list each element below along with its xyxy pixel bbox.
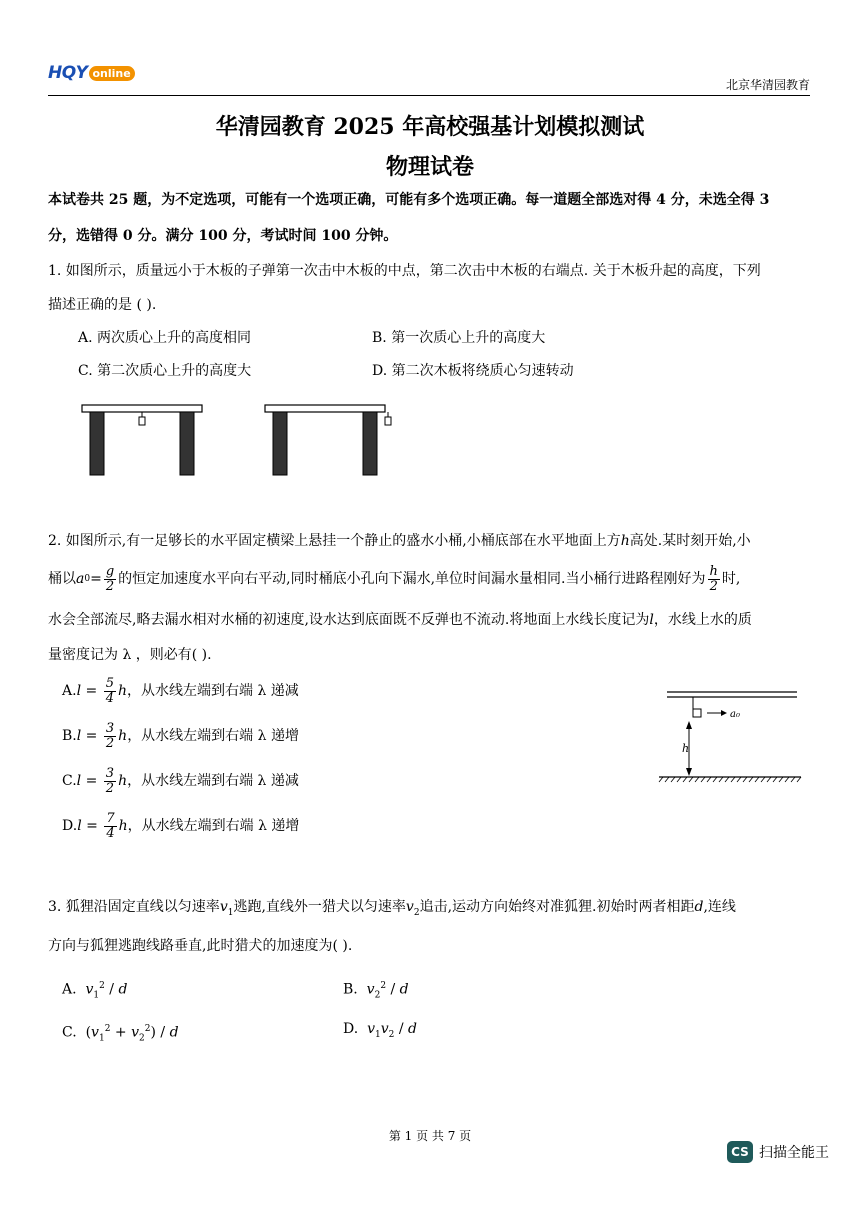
- page-title: 华清园教育 2025 年高校强基计划模拟测试: [215, 114, 645, 140]
- q2-fraction-g-over-2: $\frac{g}{2}$: [105, 563, 115, 594]
- q2-stem-line-1: 2. 如图所示,有一足够长的水平固定横梁上悬挂一个静止的盛水小桶,小桶底部在水平地面上方h高处.某时刻开始,小: [48, 533, 751, 549]
- q1-figure-first-hit: [82, 405, 202, 475]
- q2-option-c: C. l = $\frac{3}{2}$ h ，从水线左端到右端 λ 递减: [62, 765, 299, 796]
- camscanner-logo-icon: CS: [727, 1141, 753, 1163]
- q2-stem-line-2: 桶以 a 0 = $\frac{g}{2}$ 的恒定加速度水平向右平动,同时桶底小孔向下漏水,单位时间漏水量相同.当小桶行进路程刚好为 $\frac{h}{2}$ 时,: [48, 563, 741, 594]
- q1-figure-second-hit: [265, 405, 391, 475]
- q2-fig-h-label: h: [682, 742, 690, 755]
- q3-option-b: B. $v_2^2$ / d: [343, 981, 409, 1001]
- q2-stem-line-4: 量密度记为 λ ，则必有( ).: [48, 647, 212, 663]
- q3-option-c: C. $(v_1^2 + v_2^2) / d$: [62, 1024, 179, 1044]
- logo-hqy-text: HQY: [48, 63, 88, 83]
- q2-fig-a0-label: a₀: [730, 709, 740, 720]
- q3-stem-line-1: 3. 狐狸沿固定直线以匀速率$v_1$逃跑,直线外一猎犬以匀速率$v_2$追击,运动方向始终对准狐狸.初始时两者相距d,连线: [48, 899, 736, 918]
- q1-stem-line-1: 1. 如图所示，质量远小于木板的子弹第一次击中木板的中点，第二次击中木板的右端点. 关于木板升起的高度，下列: [48, 263, 761, 279]
- q1-option-d: D. 第二次木板将绕质心匀速转动: [372, 363, 574, 379]
- header-org-name: 北京华清园教育: [725, 78, 810, 92]
- page-number: 第 1 页 共 7 页: [388, 1129, 472, 1143]
- q2-option-d: D. l = $\frac{7}{4}$ h ，从水线左端到右端 λ 递增: [62, 810, 300, 841]
- q2-stem-line-3: 水会全部流尽,略去漏水相对水桶的初速度,设水达到底面既不反弹也不流动.将地面上水线长度记为l，水线上水的质: [48, 612, 752, 628]
- q2-option-b: B. l = $\frac{3}{2}$ h ，从水线左端到右端 λ 递增: [62, 720, 299, 751]
- logo-online-text: online: [89, 66, 135, 81]
- instructions-line-2: 分，选错得 0 分。满分 100 分，考试时间 100 分钟。: [48, 228, 398, 244]
- camscanner-text: 扫描全能王: [759, 1145, 829, 1161]
- header-divider: [48, 95, 810, 96]
- q1-option-b: B. 第一次质心上升的高度大: [372, 330, 546, 346]
- hqy-online-logo: [48, 62, 135, 84]
- q1-stem-line-2: 描述正确的是 ( ).: [48, 297, 157, 313]
- q1-board-figure: [78, 400, 398, 480]
- instructions-line-1: 本试卷共 25 题，为不定选项，可能有一个选项正确，可能有多个选项正确。每一道题全部选对得 4 分，未选全得 3: [48, 192, 770, 208]
- camscanner-watermark: [727, 1141, 829, 1163]
- q2-option-a: A. l = $\frac{5}{4}$ h ，从水线左端到右端 λ 递减: [62, 675, 299, 706]
- q3-option-a: A. $v_1^2$ / d: [62, 981, 128, 1001]
- q1-option-a: A. 两次质心上升的高度相同: [78, 330, 252, 346]
- q3-stem-line-2: 方向与狐狸逃跑线路垂直,此时猎犬的加速度为( ).: [48, 938, 353, 954]
- q1-option-c: C. 第二次质心上升的高度大: [78, 363, 252, 379]
- q3-option-d: D. $v_1v_2$ / d: [343, 1021, 417, 1040]
- q2-fraction-h-over-2: $\frac{h}{2}$: [709, 563, 718, 594]
- page-subtitle: 物理试卷: [385, 154, 474, 180]
- q2-bucket-figure: [655, 685, 805, 785]
